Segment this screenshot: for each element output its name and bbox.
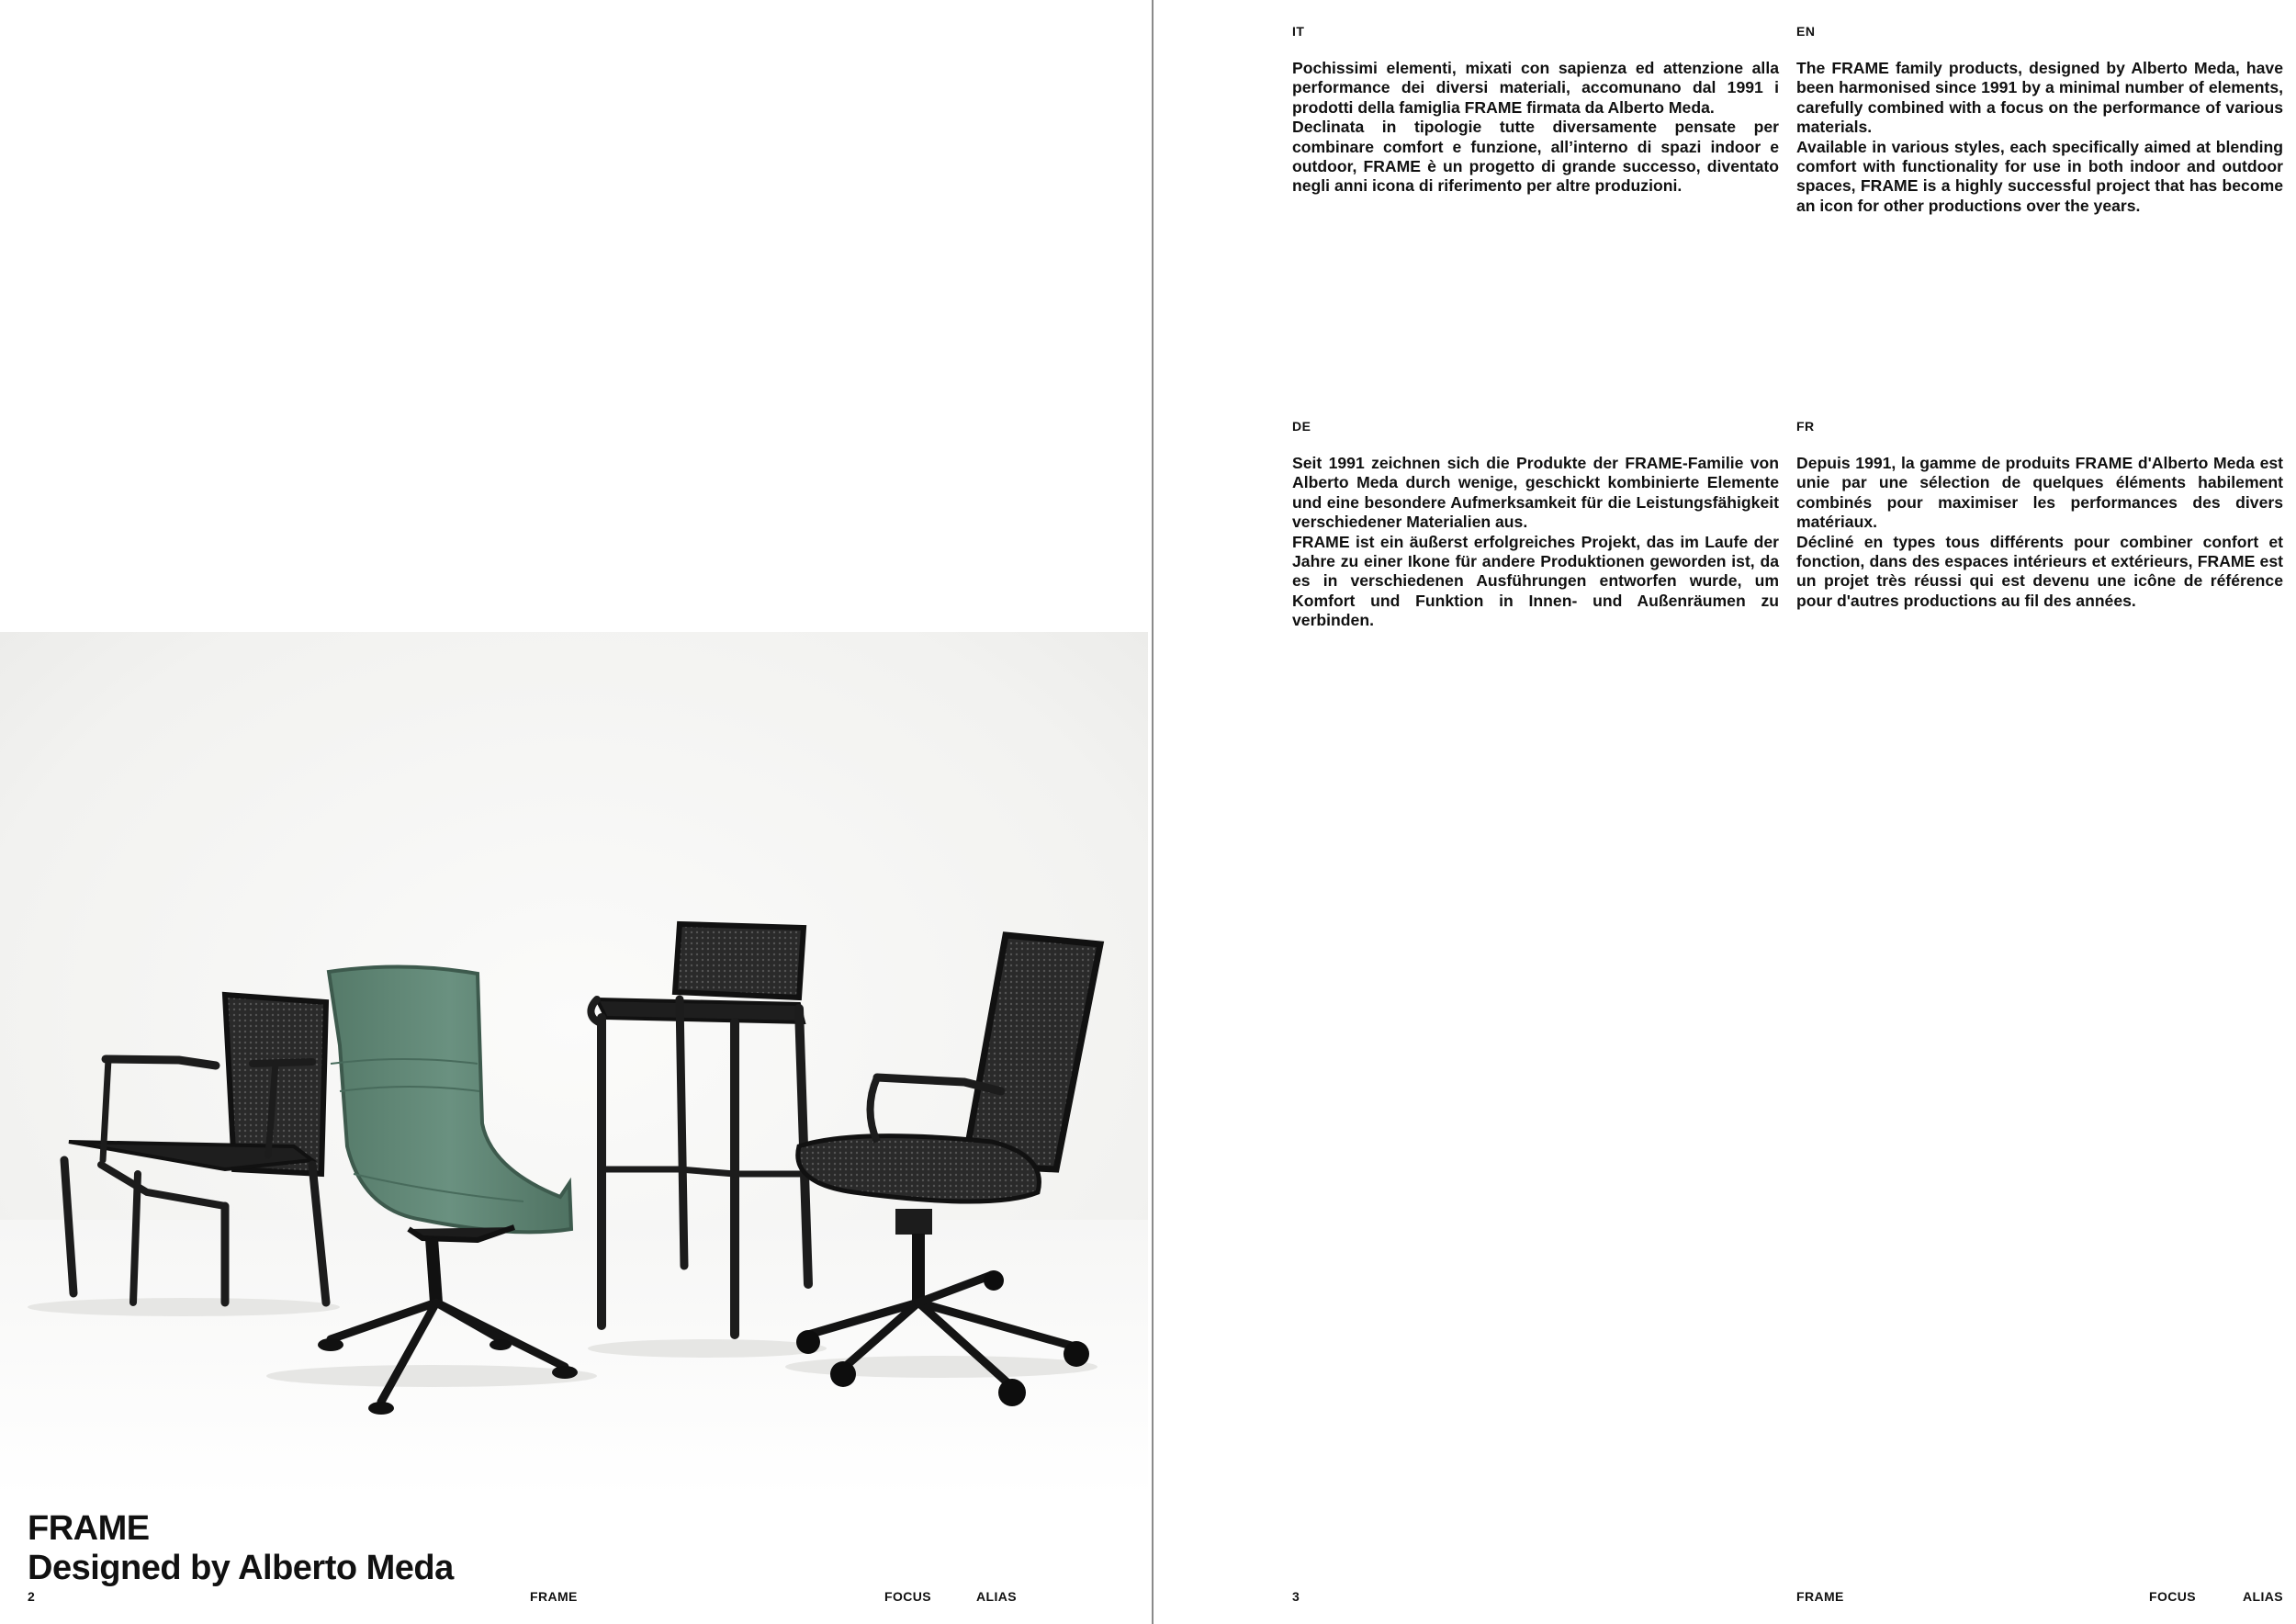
paragraph: The FRAME family products, designed by Alberto Meda, have been harmonised since 1991 by a minimal number of elements, carefully combined with a focus on the performance of various materials. xyxy=(1796,59,2283,137)
title-line-2: Designed by Alberto Meda xyxy=(28,1549,454,1587)
footer-brand: ALIAS xyxy=(2243,1589,2283,1604)
paragraph: Declinata in tipologie tutte diversamente pensate per combinare comfort e funzione, all’interno di spazi indoor e outdoor, FRAME è un progetto di grande successo, diventato negli anni icona di riferimento per altre produzioni. xyxy=(1292,118,1779,196)
lang-body-it xyxy=(1292,59,1779,197)
footer-brand: ALIAS xyxy=(976,1589,1017,1604)
page-number: 2 xyxy=(28,1589,36,1604)
lang-body-fr xyxy=(1796,454,2283,611)
footer-collection: FRAME xyxy=(530,1589,578,1604)
text-block-it xyxy=(1292,24,1779,197)
lang-body-de xyxy=(1292,454,1779,631)
product-photo xyxy=(0,632,1148,1498)
title-line-1: FRAME xyxy=(28,1509,150,1548)
text-block-en xyxy=(1796,24,2283,216)
paragraph: FRAME ist ein äußerst erfolgreiches Projekt, das im Laufe der Jahre zu einer Ikone für andere Produktionen geworden ist, da es in verschiedenen Ausführungen entworfen wurde, um Komfort und Funktion in Innen- und Außenräumen zu verbinden. xyxy=(1292,532,1779,630)
footer-collection: FRAME xyxy=(1796,1589,1844,1604)
lang-body-en xyxy=(1796,59,2283,216)
text-block-fr xyxy=(1796,419,2283,611)
lang-code-en: EN xyxy=(1796,24,1816,39)
lang-code-fr: FR xyxy=(1796,419,1815,434)
paragraph: Available in various styles, each specifically aimed at blending comfort with functionality for use in both indoor and outdoor spaces, FRAME is a highly successful project that has become an icon for other productions over the years. xyxy=(1796,137,2283,215)
paragraph: Depuis 1991, la gamme de produits FRAME d'Alberto Meda est unie par une sélection de quelques éléments habilement combinés pour maximiser les performances des divers matériaux. xyxy=(1796,454,2283,532)
right-page xyxy=(1154,0,2296,1624)
page-title xyxy=(28,1509,454,1588)
footer-section: FOCUS xyxy=(884,1589,931,1604)
lang-code-de: DE xyxy=(1292,419,1311,434)
paragraph: Seit 1991 zeichnen sich die Produkte der FRAME-Familie von Alberto Meda durch wenige, geschickt kombinierte Elemente und eine besondere Aufmerksamkeit für die Leistungsfähigkeit verschiedener Materialien aus. xyxy=(1292,454,1779,532)
footer-section: FOCUS xyxy=(2149,1589,2196,1604)
paragraph: Décliné en types tous différents pour combiner confort et fonction, dans des espaces intérieurs et extérieurs, FRAME est un projet très réussi qui est devenu une icône de référence pour d'autres productions au fil des années. xyxy=(1796,532,2283,610)
lang-code-it: IT xyxy=(1292,24,1305,39)
page-number: 3 xyxy=(1292,1589,1300,1604)
chairs-illustration xyxy=(0,632,1148,1498)
text-block-de xyxy=(1292,419,1779,631)
paragraph: Pochissimi elementi, mixati con sapienza ed attenzione alla performance dei diversi materiali, accomunano dal 1991 i prodotti della famiglia FRAME firmata da Alberto Meda. xyxy=(1292,59,1779,117)
